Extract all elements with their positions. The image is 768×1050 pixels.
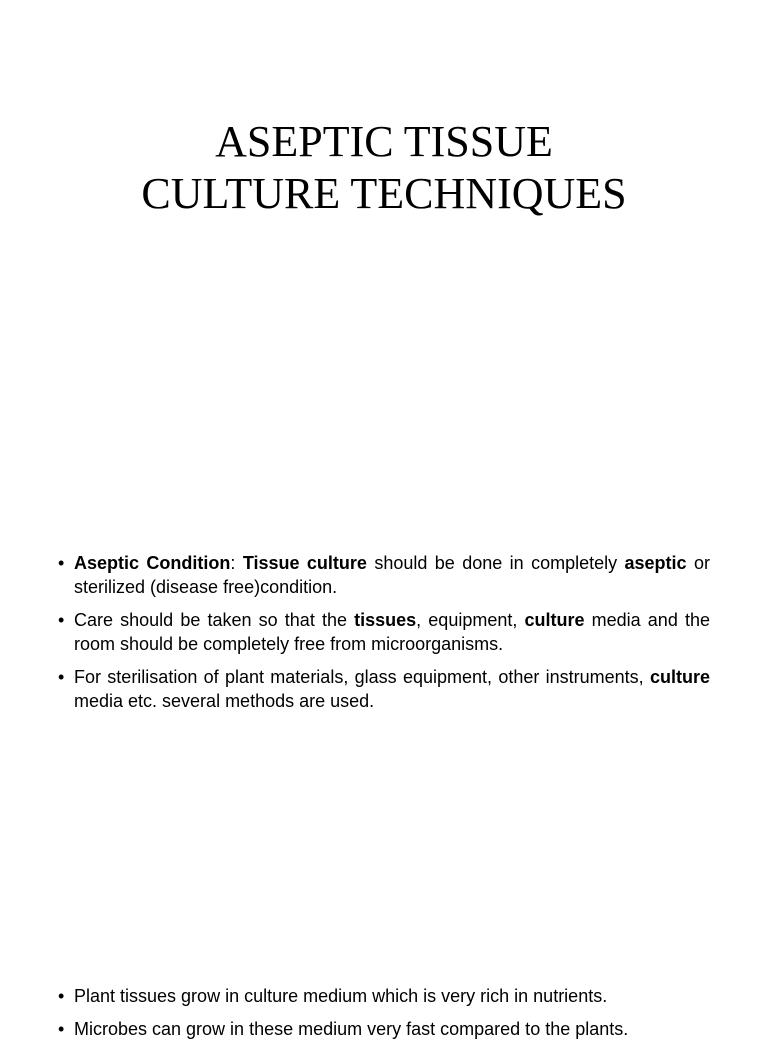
- bullet-list-nutrients: [58, 984, 710, 1050]
- text-span: media etc. several methods are used.: [74, 691, 375, 711]
- bold-term: tissues: [354, 610, 417, 630]
- text-span: :: [230, 553, 243, 573]
- bullet-dot: •: [58, 1019, 65, 1039]
- bold-term: aseptic: [624, 553, 687, 573]
- bullet-microbes: [58, 1017, 710, 1041]
- text-span: , equipment,: [416, 610, 525, 630]
- text-span: or sterilized (disease free)condition.: [74, 553, 710, 597]
- bullet-list-aseptic: [58, 551, 710, 722]
- text-span: should be done in completely: [366, 553, 625, 573]
- bullet-aseptic-condition: [58, 551, 710, 599]
- bullet-dot: •: [58, 553, 65, 573]
- text-span: Care should be taken so that the: [74, 610, 355, 630]
- bullet-sterilisation: [58, 665, 710, 713]
- text-span: media and the room should be completely free from microorganisms.: [74, 610, 710, 654]
- bold-term: Tissue culture: [242, 553, 367, 573]
- bold-term: culture: [524, 610, 585, 630]
- bullet-dot: •: [58, 986, 65, 1006]
- bold-term: Aseptic Condition: [74, 553, 231, 573]
- slide-title: [0, 116, 768, 220]
- title-line-2: CULTURE TECHNIQUES: [141, 169, 627, 218]
- text-span: For sterilisation of plant materials, glass equipment, other instruments,: [74, 667, 650, 687]
- bullet-care: [58, 608, 710, 656]
- title-line-1: ASEPTIC TISSUE: [215, 117, 553, 166]
- text-span: Plant tissues grow in culture medium which is very rich in nutrients.: [74, 986, 608, 1006]
- bullet-dot: •: [58, 610, 65, 630]
- bold-term: culture: [649, 667, 710, 687]
- text-span: Microbes can grow in these medium very fast compared to the plants.: [74, 1019, 629, 1039]
- bullet-dot: •: [58, 667, 65, 687]
- bullet-plant-tissues: [58, 984, 710, 1008]
